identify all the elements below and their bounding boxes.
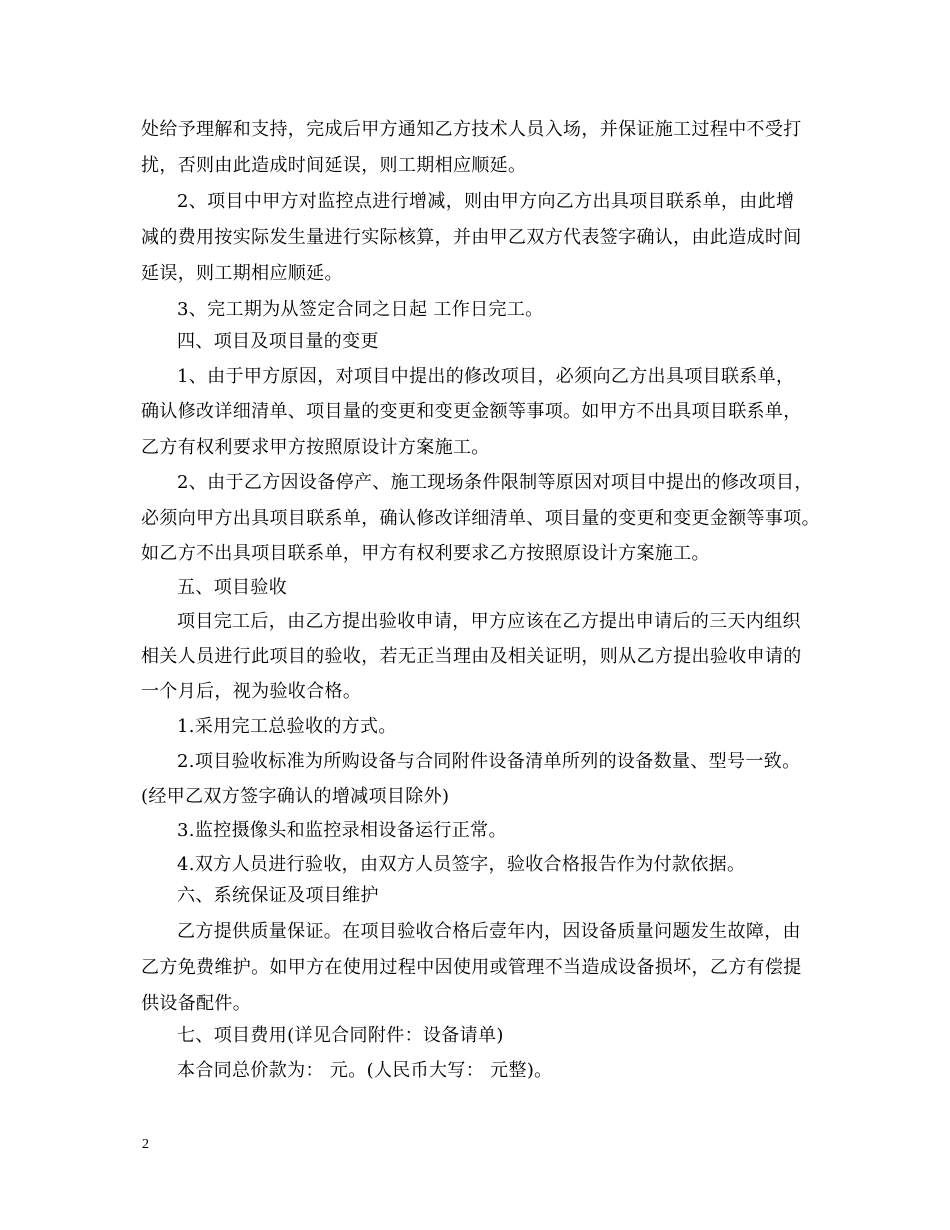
text-line: 相关人员进行此项目的验收，若无正当理由及相关证明，则从乙方提出验收申请的	[141, 646, 802, 667]
text-line: 处给予理解和支持，完成后甲方通知乙方技术人员入场，并保证施工过程中不受打	[141, 119, 802, 140]
text-line: 1.采用完工总验收的方式。	[177, 716, 397, 737]
section-heading: 四、项目及项目量的变更	[177, 331, 379, 352]
text-line: 项目完工后，由乙方提出验收申请，甲方应该在乙方提出申请后的三天内组织	[177, 611, 801, 632]
text-line: 2、由于乙方因设备停产、施工现场条件限制等原因对项目中提出的修改项目，	[177, 472, 813, 493]
text-line: 延误，则工期相应顺延。	[141, 263, 343, 284]
text-line: 如乙方不出具项目联系单，甲方有权利要求乙方按照原设计方案施工。	[141, 543, 710, 564]
page-number: 2	[142, 1137, 149, 1152]
text-line: (经甲乙双方签字确认的增减项目除外)	[141, 786, 450, 807]
text-line: 必须向甲方出具项目联系单，确认修改详细清单、项目量的变更和变更金额等事项。	[141, 508, 820, 529]
text-line: 2、项目中甲方对监控点进行增减，则由甲方向乙方出具项目联系单，由此增	[177, 191, 795, 212]
text-line: 本合同总价款为： 元。(人民币大写： 元整)。	[177, 1060, 553, 1081]
text-line: 供设备配件。	[141, 993, 252, 1014]
text-line: 乙方免费维护。如甲方在使用过程中因使用或管理不当造成设备损坏，乙方有偿提	[141, 957, 802, 978]
text-line: 扰，否则由此造成时间延误，则工期相应顺延。	[141, 155, 527, 176]
text-line: 3.监控摄像头和监控录相设备运行正常。	[177, 820, 507, 841]
text-line: 2.项目验收标准为所购设备与合同附件设备清单所列的设备数量、型号一致。	[177, 751, 801, 772]
section-heading: 五、项目验收	[177, 577, 288, 598]
text-line: 乙方提供质量保证。在项目验收合格后壹年内，因设备质量问题发生故障，由	[177, 921, 801, 942]
text-line: 确认修改详细清单、项目量的变更和变更金额等事项。如甲方不出具项目联系单，	[141, 401, 802, 422]
text-line: 3、完工期为从签定合同之日起 工作日完工。	[177, 299, 544, 320]
section-heading: 六、系统保证及项目维护	[177, 885, 379, 906]
text-line: 乙方有权利要求甲方按照原设计方案施工。	[141, 437, 490, 458]
text-line: 一个月后，视为验收合格。	[141, 681, 362, 702]
text-line: 减的费用按实际发生量进行实际核算，并由甲乙双方代表签字确认，由此造成时间	[141, 227, 802, 248]
section-heading: 七、项目费用(详见合同附件：设备请单)	[177, 1025, 504, 1046]
text-line: 4.双方人员进行验收，由双方人员签字，验收合格报告作为付款依据。	[177, 854, 746, 875]
text-line: 1、由于甲方原因，对项目中提出的修改项目，必须向乙方出具项目联系单，	[177, 366, 795, 387]
